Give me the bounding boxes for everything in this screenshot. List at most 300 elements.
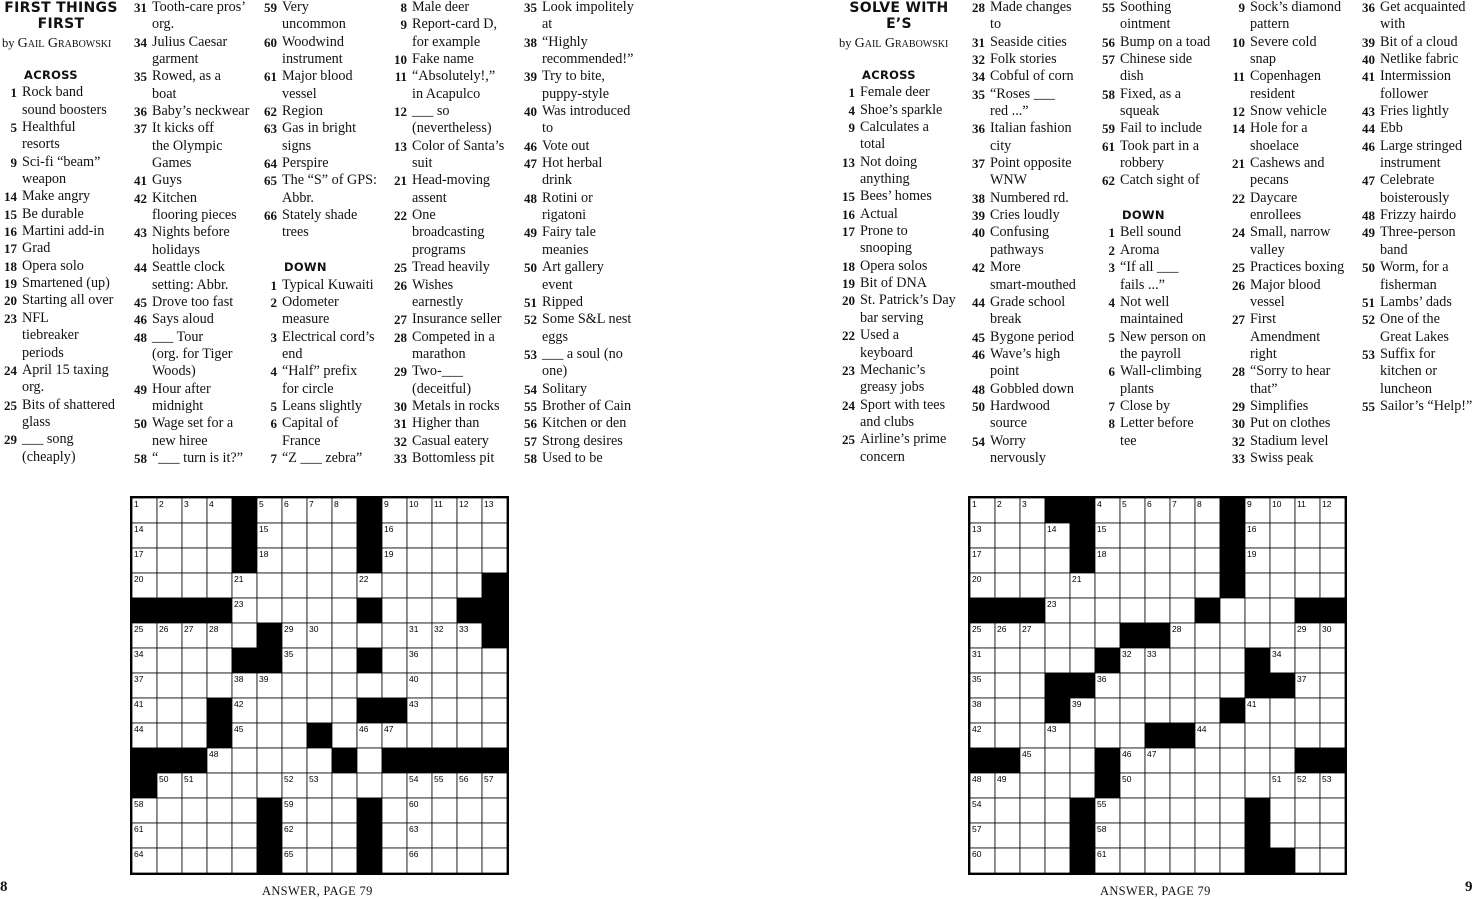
grid-cell[interactable] [1295, 723, 1320, 748]
grid-cell[interactable] [157, 723, 182, 748]
grid-cell[interactable] [1195, 548, 1220, 573]
grid-cell[interactable] [1320, 573, 1345, 598]
grid-cell[interactable] [207, 648, 232, 673]
grid-cell-number: 29 [1297, 624, 1307, 634]
grid-cell-number: 44 [1197, 724, 1207, 734]
clue-text [282, 294, 388, 329]
grid-cell[interactable] [257, 773, 282, 798]
clue-text [412, 172, 518, 207]
grid-cell[interactable] [1170, 673, 1195, 698]
grid-cell[interactable] [207, 573, 232, 598]
grid-cell[interactable] [1270, 623, 1295, 648]
grid-cell[interactable] [1020, 798, 1045, 823]
grid-cell[interactable] [357, 673, 382, 698]
grid-cell[interactable] [457, 698, 482, 723]
grid-cell[interactable] [1195, 848, 1220, 873]
grid-cell[interactable] [1070, 723, 1095, 748]
grid-cell[interactable] [1270, 723, 1295, 748]
grid-cell[interactable] [257, 598, 282, 623]
grid-cell[interactable] [207, 773, 232, 798]
grid-cell[interactable] [995, 823, 1020, 848]
grid-block [357, 848, 382, 873]
grid-cell[interactable] [157, 798, 182, 823]
grid-cell[interactable] [432, 723, 457, 748]
grid-cell[interactable] [1295, 848, 1320, 873]
grid-cell[interactable] [1270, 548, 1295, 573]
grid-cell[interactable] [1195, 698, 1220, 723]
grid-cell[interactable] [1270, 798, 1295, 823]
grid-cell[interactable] [207, 548, 232, 573]
grid-cell[interactable] [432, 523, 457, 548]
grid-cell[interactable] [1020, 673, 1045, 698]
grid-cell[interactable] [1170, 598, 1195, 623]
grid-cell[interactable] [432, 848, 457, 873]
grid-cell[interactable] [382, 573, 407, 598]
grid-cell[interactable] [1020, 698, 1045, 723]
grid-cell[interactable] [407, 523, 432, 548]
grid-cell[interactable] [1195, 823, 1220, 848]
grid-cell[interactable] [457, 573, 482, 598]
grid-cell[interactable] [995, 698, 1020, 723]
grid-cell[interactable] [307, 573, 332, 598]
grid-cell[interactable] [1120, 573, 1145, 598]
grid-cell[interactable] [1070, 773, 1095, 798]
clue-text [22, 258, 128, 275]
grid-cell[interactable] [1120, 798, 1145, 823]
grid-cell[interactable] [1095, 723, 1120, 748]
right-grid-cells[interactable] [970, 498, 1345, 873]
grid-cell[interactable] [1195, 648, 1220, 673]
clue [1228, 68, 1356, 103]
clue-text-line: Region [282, 103, 323, 120]
grid-cell[interactable] [995, 848, 1020, 873]
grid-cell[interactable] [432, 598, 457, 623]
clue-number: 55 [1362, 398, 1375, 414]
grid-cell[interactable] [1295, 648, 1320, 673]
grid-cell[interactable] [1245, 773, 1270, 798]
grid-cell[interactable] [282, 548, 307, 573]
grid-cell[interactable] [457, 823, 482, 848]
grid-cell[interactable] [232, 773, 257, 798]
grid-cell[interactable] [182, 798, 207, 823]
grid-cell[interactable] [232, 848, 257, 873]
clue-text [860, 258, 966, 275]
grid-cell[interactable] [1320, 673, 1345, 698]
grid-cell[interactable] [1020, 548, 1045, 573]
grid-cell[interactable] [1320, 823, 1345, 848]
grid-cell[interactable] [157, 648, 182, 673]
grid-cell[interactable] [182, 648, 207, 673]
grid-cell[interactable] [1120, 823, 1145, 848]
grid-cell[interactable] [995, 798, 1020, 823]
grid-cell[interactable] [482, 798, 507, 823]
clue [1098, 224, 1226, 241]
grid-cell[interactable] [182, 548, 207, 573]
clue [130, 259, 258, 294]
grid-cell[interactable] [1170, 748, 1195, 773]
grid-cell[interactable] [357, 748, 382, 773]
grid-cell[interactable] [357, 623, 382, 648]
grid-cell[interactable] [382, 623, 407, 648]
grid-cell[interactable] [1195, 673, 1220, 698]
grid-cell[interactable] [1195, 623, 1220, 648]
grid-cell[interactable] [482, 848, 507, 873]
clue-number: 48 [134, 329, 147, 345]
clue-number: 38 [524, 34, 537, 50]
grid-cell[interactable] [157, 573, 182, 598]
grid-cell[interactable] [1170, 523, 1195, 548]
clue [968, 0, 1096, 34]
grid-cell[interactable] [1320, 648, 1345, 673]
grid-cell[interactable] [157, 823, 182, 848]
grid-cell[interactable] [332, 523, 357, 548]
grid-cell[interactable] [1145, 698, 1170, 723]
grid-cell[interactable] [482, 673, 507, 698]
clue-number: 15 [4, 206, 17, 222]
grid-cell[interactable] [207, 523, 232, 548]
grid-block [1245, 648, 1270, 673]
grid-cell[interactable] [1045, 748, 1070, 773]
grid-cell[interactable] [1245, 623, 1270, 648]
grid-cell[interactable] [1145, 773, 1170, 798]
grid-cell[interactable] [457, 523, 482, 548]
grid-cell[interactable] [1170, 823, 1195, 848]
grid-cell[interactable] [382, 823, 407, 848]
grid-cell[interactable] [307, 798, 332, 823]
grid-cell[interactable] [307, 548, 332, 573]
clue [968, 398, 1096, 433]
grid-cell[interactable] [1045, 648, 1070, 673]
grid-cell[interactable] [332, 823, 357, 848]
left-grid-cells[interactable] [132, 498, 507, 873]
clue-number: 46 [1362, 138, 1375, 154]
grid-cell[interactable] [332, 548, 357, 573]
grid-cell[interactable] [457, 798, 482, 823]
clue-text-line: that” [1250, 380, 1278, 397]
grid-cell[interactable] [1020, 823, 1045, 848]
grid-cell[interactable] [1220, 848, 1245, 873]
grid-cell[interactable] [1045, 623, 1070, 648]
grid-cell[interactable] [1170, 698, 1195, 723]
grid-cell[interactable] [457, 848, 482, 873]
clue-text-line: broadcasting [412, 224, 485, 241]
grid-cell[interactable] [182, 673, 207, 698]
grid-cell[interactable] [1270, 748, 1295, 773]
grid-cell[interactable] [1220, 773, 1245, 798]
clue-text-line: “If all ___ [1120, 259, 1179, 276]
grid-cell[interactable] [1320, 548, 1345, 573]
grid-cell[interactable] [1120, 698, 1145, 723]
grid-cell[interactable] [995, 648, 1020, 673]
grid-cell[interactable] [1045, 548, 1070, 573]
grid-block [1120, 623, 1145, 648]
grid-cell[interactable] [1145, 798, 1170, 823]
grid-cell[interactable] [182, 723, 207, 748]
grid-cell[interactable] [332, 723, 357, 748]
grid-cell[interactable] [157, 698, 182, 723]
clue-text-line: Ebb [1380, 120, 1403, 137]
grid-cell[interactable] [1195, 748, 1220, 773]
grid-cell[interactable] [282, 698, 307, 723]
grid-cell[interactable] [1145, 573, 1170, 598]
grid-cell[interactable] [207, 823, 232, 848]
grid-cell[interactable] [1170, 573, 1195, 598]
grid-cell[interactable] [432, 673, 457, 698]
grid-cell[interactable] [1070, 748, 1095, 773]
grid-cell[interactable] [1070, 598, 1095, 623]
grid-cell[interactable] [407, 598, 432, 623]
grid-block [1070, 498, 1095, 523]
grid-cell[interactable] [382, 673, 407, 698]
grid-cell[interactable] [307, 698, 332, 723]
grid-cell[interactable] [257, 723, 282, 748]
clue [838, 292, 966, 327]
clue-text [542, 190, 648, 225]
clue-text [1120, 86, 1226, 121]
grid-cell[interactable] [307, 748, 332, 773]
grid-cell[interactable] [207, 848, 232, 873]
clue-text [1250, 155, 1356, 190]
grid-cell[interactable] [1295, 523, 1320, 548]
grid-cell[interactable] [1220, 598, 1245, 623]
grid-cell[interactable] [332, 573, 357, 598]
grid-cell[interactable] [1095, 573, 1120, 598]
grid-cell[interactable] [332, 598, 357, 623]
grid-cell[interactable] [1295, 573, 1320, 598]
grid-cell[interactable] [432, 823, 457, 848]
grid-cell[interactable] [157, 523, 182, 548]
grid-cell[interactable] [1095, 623, 1120, 648]
clue-text [860, 102, 966, 119]
grid-cell[interactable] [1220, 623, 1245, 648]
grid-cell[interactable] [1195, 773, 1220, 798]
grid-cell[interactable] [282, 723, 307, 748]
grid-cell[interactable] [1220, 798, 1245, 823]
grid-cell[interactable] [182, 698, 207, 723]
grid-cell[interactable] [182, 848, 207, 873]
grid-cell[interactable] [432, 798, 457, 823]
grid-cell[interactable] [482, 698, 507, 723]
grid-cell[interactable] [182, 523, 207, 548]
grid-cell[interactable] [482, 523, 507, 548]
grid-cell[interactable] [357, 773, 382, 798]
grid-cell[interactable] [1145, 823, 1170, 848]
grid-cell[interactable] [1045, 848, 1070, 873]
grid-cell[interactable] [1295, 798, 1320, 823]
grid-cell[interactable] [995, 723, 1020, 748]
grid-cell[interactable] [332, 623, 357, 648]
grid-cell[interactable] [1245, 598, 1270, 623]
grid-cell[interactable] [307, 673, 332, 698]
clue-text-line: eggs [542, 328, 569, 345]
grid-cell[interactable] [282, 673, 307, 698]
grid-cell[interactable] [1045, 773, 1070, 798]
clue [1098, 86, 1226, 121]
grid-cell[interactable] [1270, 823, 1295, 848]
grid-cell[interactable] [1120, 848, 1145, 873]
grid-cell[interactable] [995, 673, 1020, 698]
grid-cell[interactable] [457, 548, 482, 573]
grid-cell[interactable] [157, 673, 182, 698]
grid-cell[interactable] [482, 723, 507, 748]
grid-cell[interactable] [1295, 698, 1320, 723]
grid-cell[interactable] [1245, 573, 1270, 598]
grid-cell[interactable] [432, 698, 457, 723]
grid-cell[interactable] [1220, 748, 1245, 773]
grid-cell[interactable] [1095, 598, 1120, 623]
grid-cell[interactable] [995, 573, 1020, 598]
grid-cell[interactable] [1220, 823, 1245, 848]
grid-cell[interactable] [457, 723, 482, 748]
grid-cell[interactable] [282, 523, 307, 548]
grid-cell[interactable] [1045, 573, 1070, 598]
grid-cell[interactable] [1145, 673, 1170, 698]
clue-text-line: bar serving [860, 309, 924, 326]
grid-cell[interactable] [1020, 648, 1045, 673]
grid-cell[interactable] [1120, 723, 1145, 748]
grid-cell[interactable] [1220, 673, 1245, 698]
grid-cell[interactable] [1220, 723, 1245, 748]
grid-cell[interactable] [1195, 798, 1220, 823]
grid-cell[interactable] [1120, 598, 1145, 623]
grid-cell[interactable] [1270, 573, 1295, 598]
grid-cell[interactable] [482, 548, 507, 573]
grid-cell[interactable] [1245, 748, 1270, 773]
grid-cell[interactable] [232, 748, 257, 773]
grid-cell-number: 35 [972, 674, 982, 684]
grid-cell[interactable] [1120, 523, 1145, 548]
grid-cell[interactable] [232, 823, 257, 848]
grid-cell[interactable] [1070, 623, 1095, 648]
grid-cell[interactable] [457, 648, 482, 673]
grid-cell[interactable] [232, 798, 257, 823]
grid-cell[interactable] [1195, 523, 1220, 548]
grid-cell[interactable] [1270, 523, 1295, 548]
grid-cell[interactable] [282, 748, 307, 773]
grid-cell[interactable] [1070, 648, 1095, 673]
grid-cell[interactable] [482, 648, 507, 673]
grid-cell[interactable] [1020, 773, 1045, 798]
grid-cell[interactable] [432, 648, 457, 673]
grid-cell[interactable] [407, 573, 432, 598]
grid-cell[interactable] [307, 823, 332, 848]
grid-cell[interactable] [1020, 848, 1045, 873]
grid-cell[interactable] [1145, 523, 1170, 548]
grid-cell[interactable] [332, 773, 357, 798]
grid-cell[interactable] [257, 698, 282, 723]
grid-cell[interactable] [1045, 798, 1070, 823]
grid-cell[interactable] [1295, 548, 1320, 573]
grid-cell[interactable] [1045, 823, 1070, 848]
grid-cell[interactable] [457, 673, 482, 698]
grid-cell[interactable] [257, 748, 282, 773]
left-crossword-grid[interactable] [130, 496, 509, 875]
clue-number: 48 [1362, 208, 1375, 224]
grid-cell[interactable] [332, 848, 357, 873]
grid-cell[interactable] [157, 548, 182, 573]
grid-cell[interactable] [1170, 773, 1195, 798]
grid-cell[interactable] [1170, 798, 1195, 823]
grid-cell[interactable] [1320, 723, 1345, 748]
grid-cell[interactable] [307, 848, 332, 873]
clue-text-line: Lambs’ dads [1380, 293, 1452, 310]
grid-cell[interactable] [332, 798, 357, 823]
grid-cell[interactable] [1320, 848, 1345, 873]
grid-cell[interactable] [1020, 573, 1045, 598]
grid-cell[interactable] [382, 773, 407, 798]
grid-cell[interactable] [1270, 598, 1295, 623]
grid-cell[interactable] [207, 798, 232, 823]
grid-cell[interactable] [1220, 648, 1245, 673]
grid-cell[interactable] [282, 573, 307, 598]
grid-cell[interactable] [232, 623, 257, 648]
grid-cell[interactable] [332, 648, 357, 673]
grid-cell[interactable] [1270, 698, 1295, 723]
grid-cell[interactable] [382, 648, 407, 673]
grid-cell[interactable] [432, 548, 457, 573]
grid-cell[interactable] [307, 598, 332, 623]
clue-text-line: Bit of a cloud [1380, 33, 1458, 50]
grid-cell[interactable] [157, 848, 182, 873]
right-crossword-grid[interactable] [968, 496, 1347, 875]
grid-cell[interactable] [332, 673, 357, 698]
clue-text-line: Rowed, as a [152, 68, 221, 85]
grid-cell[interactable] [307, 523, 332, 548]
grid-cell[interactable] [382, 598, 407, 623]
grid-cell[interactable] [1120, 548, 1145, 573]
grid-cell[interactable] [207, 673, 232, 698]
grid-cell[interactable] [382, 848, 407, 873]
grid-cell[interactable] [1195, 573, 1220, 598]
grid-cell[interactable] [282, 598, 307, 623]
grid-cell[interactable] [382, 798, 407, 823]
grid-cell[interactable] [257, 573, 282, 598]
grid-cell[interactable] [995, 523, 1020, 548]
grid-cell[interactable] [1120, 673, 1145, 698]
grid-cell[interactable] [995, 548, 1020, 573]
grid-cell[interactable] [407, 723, 432, 748]
grid-cell[interactable] [1095, 698, 1120, 723]
grid-cell[interactable] [432, 573, 457, 598]
grid-cell[interactable] [182, 573, 207, 598]
grid-cell[interactable] [307, 648, 332, 673]
grid-cell[interactable] [1170, 648, 1195, 673]
grid-cell[interactable] [1170, 848, 1195, 873]
grid-block [457, 748, 482, 773]
clue-number: 61 [264, 69, 277, 85]
grid-cell[interactable] [1320, 698, 1345, 723]
grid-cell[interactable] [1170, 548, 1195, 573]
grid-cell[interactable] [1320, 523, 1345, 548]
grid-cell[interactable] [482, 823, 507, 848]
grid-cell[interactable] [1020, 723, 1045, 748]
grid-cell[interactable] [1320, 798, 1345, 823]
grid-cell[interactable] [1145, 548, 1170, 573]
grid-cell[interactable] [332, 698, 357, 723]
clue-number: 51 [1362, 294, 1375, 310]
clue-number: 3 [270, 329, 277, 345]
grid-cell[interactable] [1245, 723, 1270, 748]
grid-cell[interactable] [182, 823, 207, 848]
grid-cell[interactable] [1295, 823, 1320, 848]
grid-cell[interactable] [1145, 848, 1170, 873]
clue [1228, 190, 1356, 225]
grid-cell[interactable] [1020, 523, 1045, 548]
clue-number: 35 [134, 69, 147, 85]
grid-cell[interactable] [1145, 598, 1170, 623]
grid-cell[interactable] [407, 548, 432, 573]
clue-text [1120, 120, 1226, 137]
